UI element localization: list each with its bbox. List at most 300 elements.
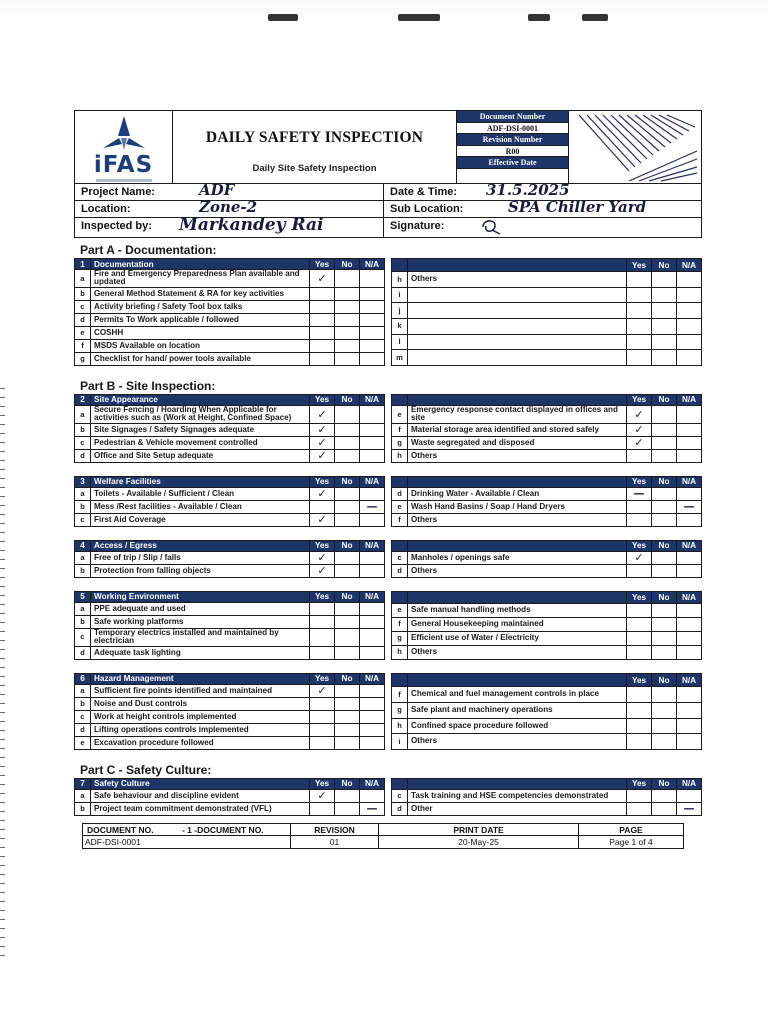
checkbox-no[interactable] (335, 326, 360, 339)
checkbox-no[interactable] (652, 487, 677, 500)
section-number (392, 673, 408, 686)
checkbox-no[interactable] (335, 513, 360, 526)
checkbox-na[interactable] (677, 303, 702, 319)
item-text: Permits To Work applicable / followed (91, 313, 310, 326)
scan-tick (0, 586, 5, 587)
checkbox-yes[interactable] (310, 697, 335, 710)
sub-location-value[interactable]: SPA Chiller Yard (508, 198, 647, 216)
checkbox-yes[interactable] (310, 615, 335, 628)
checklist-header-row (75, 591, 385, 602)
checkbox-no[interactable] (652, 631, 677, 645)
checkbox-na[interactable] (360, 697, 385, 710)
checkbox-na[interactable] (360, 423, 385, 436)
checklist-section (74, 394, 702, 463)
scan-tick (0, 865, 5, 866)
section-number: 4 (75, 540, 91, 551)
checklist-row (75, 551, 385, 564)
checkbox-no[interactable] (652, 734, 677, 750)
checkbox-na[interactable] (360, 326, 385, 339)
item-text: Others (408, 272, 627, 288)
checkbox-na[interactable] (360, 339, 385, 352)
checklist-header-row (75, 778, 385, 789)
section-number: 7 (75, 778, 91, 789)
checkbox-no[interactable] (335, 500, 360, 513)
column-na-header: N/A (360, 394, 385, 405)
item-text: Efficient use of Water / Electricity (408, 631, 627, 645)
checkbox-no[interactable] (335, 270, 360, 288)
checkbox-no[interactable] (652, 645, 677, 659)
section-number (392, 591, 408, 603)
checkbox-yes[interactable] (310, 646, 335, 659)
checkbox-yes[interactable]: ✓ (310, 449, 335, 462)
checkbox-no[interactable] (335, 449, 360, 462)
item-index: l (392, 334, 408, 350)
checklist-row (75, 405, 385, 423)
footer-printdate-label: PRINT DATE (379, 824, 578, 836)
checkbox-na[interactable] (360, 513, 385, 526)
checkbox-yes[interactable] (627, 272, 652, 288)
checkbox-no[interactable] (335, 615, 360, 628)
checkbox-na[interactable] (360, 602, 385, 615)
section-number: 5 (75, 591, 91, 602)
section-title: Welfare Facilities (91, 476, 310, 487)
scan-tick (0, 874, 5, 875)
checkbox-na[interactable] (677, 319, 702, 335)
scan-tick (0, 919, 5, 920)
checkbox-yes[interactable] (627, 645, 652, 659)
checkbox-na[interactable] (360, 684, 385, 697)
checkbox-na[interactable] (360, 723, 385, 736)
checkbox-na[interactable] (360, 789, 385, 802)
checkbox-na[interactable] (677, 423, 702, 436)
checklist-row (75, 564, 385, 577)
item-text: Safe working platforms (91, 615, 310, 628)
scan-tick (0, 505, 5, 506)
checklist-header-row (392, 591, 702, 603)
checkbox-yes[interactable] (627, 617, 652, 631)
checklist-header-row (75, 259, 385, 270)
section-title (408, 394, 627, 405)
checkbox-na[interactable] (677, 734, 702, 750)
checkbox-no[interactable] (652, 272, 677, 288)
checkbox-yes[interactable] (627, 789, 652, 802)
item-index: a (75, 789, 91, 802)
checklist-header-row (75, 673, 385, 684)
checkbox-na[interactable] (677, 617, 702, 631)
project-info-left (75, 181, 384, 237)
checklist-row (392, 564, 702, 577)
section-title (408, 259, 627, 272)
checkbox-no[interactable] (335, 313, 360, 326)
checkbox-na[interactable] (360, 487, 385, 500)
scan-tick (0, 730, 5, 731)
footer-revision (291, 824, 379, 848)
form-header (74, 110, 702, 184)
scan-tick (0, 667, 5, 668)
checkbox-yes[interactable] (627, 687, 652, 703)
checkbox-yes[interactable] (310, 326, 335, 339)
checkbox-na[interactable] (677, 702, 702, 718)
checkbox-na[interactable] (360, 287, 385, 300)
scan-tick (0, 793, 5, 794)
scan-tick (0, 424, 5, 425)
checkbox-no[interactable] (652, 350, 677, 366)
checkbox-na[interactable] (360, 313, 385, 326)
checkbox-no[interactable] (335, 646, 360, 659)
checkbox-na[interactable] (677, 687, 702, 703)
checkbox-no[interactable] (652, 436, 677, 449)
checklist-row (392, 789, 702, 802)
checklist-row (392, 405, 702, 423)
column-yes-header: Yes (310, 540, 335, 551)
checkbox-na[interactable] (677, 631, 702, 645)
checkbox-yes[interactable]: ✓ (627, 405, 652, 423)
item-index: a (75, 270, 91, 288)
checkbox-yes[interactable]: ✓ (627, 551, 652, 564)
checkbox-yes[interactable] (310, 352, 335, 365)
scan-top-edge (0, 0, 768, 22)
checkbox-na[interactable] (677, 449, 702, 462)
checkbox-no[interactable] (335, 287, 360, 300)
checkbox-yes[interactable]: ✓ (310, 551, 335, 564)
scan-tick (0, 604, 5, 605)
item-text: Activity briefing / Safety Tool box talks (91, 300, 310, 313)
item-index: i (392, 734, 408, 750)
checkbox-no[interactable] (335, 487, 360, 500)
item-text: Other (408, 802, 627, 815)
item-text: Confined space procedure followed (408, 718, 627, 734)
checkbox-yes[interactable] (310, 602, 335, 615)
section-title: Documentation (91, 259, 310, 270)
section-title (408, 540, 627, 551)
date-time-value[interactable]: 31.5.2025 (486, 181, 570, 199)
checkbox-no[interactable] (652, 449, 677, 462)
checkbox-na[interactable] (360, 615, 385, 628)
checkbox-no[interactable] (652, 702, 677, 718)
item-text: Site Signages / Safety Signages adequate (91, 423, 310, 436)
column-yes-header: Yes (627, 394, 652, 405)
checkbox-yes[interactable] (627, 500, 652, 513)
item-index: m (392, 350, 408, 366)
checkbox-yes[interactable] (627, 734, 652, 750)
checkbox-no[interactable] (652, 789, 677, 802)
checkbox-yes[interactable]: ✓ (310, 487, 335, 500)
checkbox-na[interactable]: — (677, 500, 702, 513)
column-yes-header: Yes (310, 778, 335, 789)
scan-tick (0, 937, 5, 938)
checkbox-no[interactable] (335, 736, 360, 749)
checkbox-yes[interactable] (310, 287, 335, 300)
checkbox-no[interactable] (652, 500, 677, 513)
item-index: c (75, 436, 91, 449)
checkbox-no[interactable] (652, 687, 677, 703)
scan-tick (0, 955, 5, 956)
item-index: c (75, 300, 91, 313)
checkbox-yes[interactable]: ✓ (627, 436, 652, 449)
scan-tick (0, 478, 5, 479)
signature-label: Signature: (390, 220, 445, 232)
checkbox-no[interactable] (652, 802, 677, 815)
checkbox-yes[interactable]: ✓ (627, 423, 652, 436)
checkbox-yes[interactable] (310, 723, 335, 736)
checkbox-no[interactable] (335, 628, 360, 646)
checkbox-no[interactable] (335, 602, 360, 615)
item-index: b (75, 423, 91, 436)
checklist-header-row (392, 259, 702, 272)
checkbox-no[interactable] (652, 303, 677, 319)
scan-tick (0, 856, 5, 857)
checkbox-na[interactable] (360, 270, 385, 288)
checklist-section (74, 476, 702, 527)
checkbox-na[interactable] (360, 551, 385, 564)
checklist-table-right (391, 476, 702, 527)
checkbox-yes[interactable] (627, 718, 652, 734)
checkbox-na[interactable] (677, 487, 702, 500)
checkbox-no[interactable] (335, 789, 360, 802)
checkbox-no[interactable] (652, 551, 677, 564)
checkbox-na[interactable] (360, 736, 385, 749)
scan-tick (0, 775, 5, 776)
checkbox-yes[interactable]: ✓ (310, 564, 335, 577)
checkbox-yes[interactable]: ✓ (310, 405, 335, 423)
checkbox-yes[interactable] (310, 300, 335, 313)
item-text: PPE adequate and used (91, 602, 310, 615)
checkbox-na[interactable] (360, 352, 385, 365)
scan-tick (0, 577, 5, 578)
checkbox-yes[interactable]: — (627, 487, 652, 500)
checkbox-yes[interactable] (627, 631, 652, 645)
checklist-table-left (74, 258, 385, 366)
checkbox-yes[interactable] (627, 449, 652, 462)
item-text: Wash Hand Basins / Soap / Hand Dryers (408, 500, 627, 513)
column-no-header: No (335, 259, 360, 270)
scan-tick (0, 757, 5, 758)
checkbox-na[interactable] (677, 645, 702, 659)
checkbox-na[interactable] (677, 287, 702, 303)
checklist-row (75, 684, 385, 697)
scan-tick (0, 649, 5, 650)
column-na-header: N/A (360, 540, 385, 551)
checkbox-yes[interactable]: ✓ (310, 789, 335, 802)
checkbox-yes[interactable]: ✓ (310, 423, 335, 436)
revision-label: Revision Number (457, 134, 568, 146)
checkbox-yes[interactable] (310, 339, 335, 352)
checklist-row (75, 602, 385, 615)
checkbox-no[interactable] (335, 802, 360, 815)
checkbox-no[interactable] (652, 405, 677, 423)
scan-tick (0, 595, 5, 596)
scan-tick (0, 460, 5, 461)
sub-location-row (384, 198, 701, 218)
checkbox-na[interactable] (360, 628, 385, 646)
ifas-logo-icon (97, 114, 151, 154)
checkbox-no[interactable] (652, 287, 677, 303)
location-value[interactable]: Zone-2 (199, 198, 258, 216)
checkbox-na[interactable] (360, 436, 385, 449)
checkbox-na[interactable] (677, 513, 702, 526)
location-label: Location: (81, 203, 131, 215)
checkbox-na[interactable] (677, 436, 702, 449)
scan-tick (0, 703, 5, 704)
checkbox-no[interactable] (335, 352, 360, 365)
item-index: b (75, 802, 91, 815)
logo-tagline (96, 179, 152, 182)
checkbox-no[interactable] (335, 710, 360, 723)
checkbox-na[interactable] (677, 272, 702, 288)
checkbox-yes[interactable] (627, 350, 652, 366)
checkbox-yes[interactable]: ✓ (310, 513, 335, 526)
checkbox-no[interactable] (652, 718, 677, 734)
scan-tick (0, 901, 5, 902)
checkbox-no[interactable] (652, 513, 677, 526)
item-index: i (392, 287, 408, 303)
item-text: COSHH (91, 326, 310, 339)
section-number: 6 (75, 673, 91, 684)
item-index: h (392, 645, 408, 659)
checklist-row (75, 500, 385, 513)
item-index: b (75, 697, 91, 710)
checkbox-yes[interactable] (310, 736, 335, 749)
checkbox-yes[interactable] (627, 319, 652, 335)
checkbox-na[interactable] (360, 564, 385, 577)
item-text: Free of trip / Slip / falls (91, 551, 310, 564)
column-na-header: N/A (360, 476, 385, 487)
item-index: e (75, 736, 91, 749)
checkbox-yes[interactable] (627, 334, 652, 350)
checkbox-no[interactable] (652, 423, 677, 436)
checkbox-na[interactable] (360, 449, 385, 462)
checkbox-na[interactable] (677, 603, 702, 617)
checkbox-yes[interactable] (310, 710, 335, 723)
checkbox-na[interactable] (677, 350, 702, 366)
checkbox-na[interactable] (677, 789, 702, 802)
checkbox-yes[interactable]: ✓ (310, 436, 335, 449)
checkbox-yes[interactable] (627, 564, 652, 577)
checklist-table-right (391, 673, 702, 750)
checkbox-no[interactable] (335, 564, 360, 577)
checklist-row (75, 646, 385, 659)
scan-tick (0, 640, 5, 641)
checklist-row (392, 487, 702, 500)
checklist-header-row (75, 394, 385, 405)
logo (75, 111, 173, 183)
column-yes-header: Yes (627, 540, 652, 551)
item-index: d (392, 564, 408, 577)
checkbox-no[interactable] (652, 564, 677, 577)
section-title: Safety Culture (91, 778, 310, 789)
scan-tick (0, 532, 5, 533)
checkbox-yes[interactable] (627, 802, 652, 815)
checklist-table-right (391, 591, 702, 660)
section-title (408, 476, 627, 487)
scan-tick (0, 739, 5, 740)
effective-date-label: Effective Date (457, 157, 568, 169)
scan-tick (0, 496, 5, 497)
checkbox-no[interactable] (652, 603, 677, 617)
item-text: Excavation procedure followed (91, 736, 310, 749)
column-na-header: N/A (360, 591, 385, 602)
checkbox-no[interactable] (335, 436, 360, 449)
checkbox-no[interactable] (335, 423, 360, 436)
scan-tick (0, 550, 5, 551)
checkbox-no[interactable] (335, 300, 360, 313)
section-title: Access / Egress (91, 540, 310, 551)
checkbox-yes[interactable] (310, 500, 335, 513)
checkbox-na[interactable] (677, 551, 702, 564)
checkbox-yes[interactable]: ✓ (310, 270, 335, 288)
checklist-row (392, 687, 702, 703)
checkbox-na[interactable]: — (360, 500, 385, 513)
scan-tick (0, 721, 5, 722)
checkbox-yes[interactable] (310, 802, 335, 815)
column-no-header: No (335, 591, 360, 602)
item-text: Temporary electrics installed and maintained by electrician (91, 628, 310, 646)
checkbox-no[interactable] (335, 405, 360, 423)
checklist-row (75, 513, 385, 526)
checkbox-no[interactable] (335, 723, 360, 736)
checkbox-no[interactable] (335, 697, 360, 710)
item-text: Others (408, 564, 627, 577)
column-yes-header: Yes (310, 476, 335, 487)
item-text: Lifting operations controls implemented (91, 723, 310, 736)
item-text (408, 287, 627, 303)
checkbox-no[interactable] (652, 334, 677, 350)
inspected-by-value[interactable]: Markandey Rai (179, 215, 324, 235)
checkbox-yes[interactable] (627, 603, 652, 617)
footer-page (579, 824, 683, 848)
checkbox-na[interactable] (677, 564, 702, 577)
checkbox-na[interactable] (677, 334, 702, 350)
checkbox-na[interactable] (360, 300, 385, 313)
checkbox-na[interactable] (677, 718, 702, 734)
checkbox-no[interactable] (652, 319, 677, 335)
checkbox-na[interactable] (360, 646, 385, 659)
checkbox-na[interactable]: — (360, 802, 385, 815)
checkbox-na[interactable] (677, 405, 702, 423)
project-name-value[interactable]: ADF (199, 181, 235, 199)
column-na-header: N/A (677, 476, 702, 487)
checkbox-yes[interactable] (310, 313, 335, 326)
checkbox-na[interactable]: — (677, 802, 702, 815)
checkbox-na[interactable] (360, 710, 385, 723)
checkbox-yes[interactable] (627, 702, 652, 718)
checklist-row (75, 287, 385, 300)
checkbox-no[interactable] (652, 617, 677, 631)
checkbox-yes[interactable]: ✓ (310, 684, 335, 697)
item-index: c (75, 513, 91, 526)
checklist-row (392, 802, 702, 815)
checklist-row (75, 736, 385, 749)
column-no-header: No (652, 540, 677, 551)
checklist-row (392, 272, 702, 288)
item-text (408, 334, 627, 350)
scan-artifact (582, 14, 608, 21)
column-no-header: No (652, 673, 677, 686)
checkbox-yes[interactable] (310, 628, 335, 646)
item-index: h (392, 272, 408, 288)
item-text: Sufficient fire points identified and maintained (91, 684, 310, 697)
checkbox-yes[interactable] (627, 287, 652, 303)
item-text: Protection from falling objects (91, 564, 310, 577)
item-text: Work at height controls implemented (91, 710, 310, 723)
checkbox-no[interactable] (335, 339, 360, 352)
checkbox-no[interactable] (335, 684, 360, 697)
checkbox-yes[interactable] (627, 303, 652, 319)
checkbox-no[interactable] (335, 551, 360, 564)
checkbox-yes[interactable] (627, 513, 652, 526)
checkbox-na[interactable] (360, 405, 385, 423)
footer-doc-number-head (83, 824, 290, 836)
